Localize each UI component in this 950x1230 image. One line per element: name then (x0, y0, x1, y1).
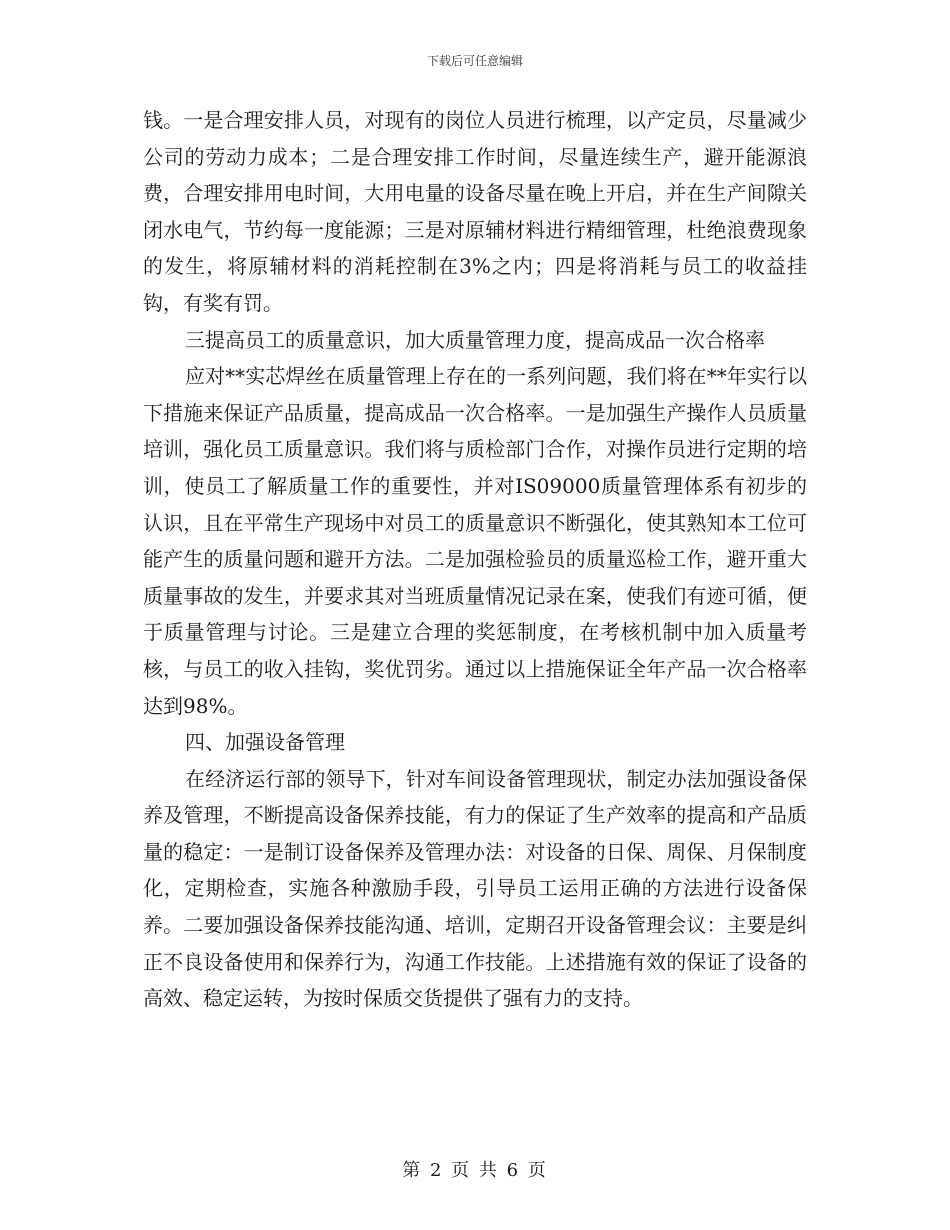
paragraph-cost-control: 钱。一是合理安排人员，对现有的岗位人员进行梳理，以产定员，尽量减少公司的劳动力成本；二是合理安排工作时间，尽量连续生产，避开能源浪费，合理安排用电时间，大用电量的设备尽量在晚上开启，并在生产间隙关闭水电气，节约每一度能源；三是对原辅材料进行精细管理，杜绝浪费现象的发生，将原辅材料的消耗控制在3%之内；四是将消耗与员工的收益挂钩，有奖有罚。 (143, 108, 807, 315)
paragraph-equipment-management: 在经济运行部的领导下，针对车间设备管理现状，制定办法加强设备保养及管理，不断提高设备保养技能，有力的保证了生产效率的提高和产品质量的稳定：一是制订设备保养及管理办法：对设备的日保、周保、月保制度化，定期检查，实施各种激励手段，引导员工运用正确的方法进行设备保养。二要加强设备保养技能沟通、培训，定期召开设备管理会议：主要是纠正不良设备使用和保养行为，沟通工作技能。上述措施有效的保证了设备的高效、稳定运转，为按时保质交货提供了强有力的支持。 (143, 766, 807, 1011)
page-number: 第 2 页 共 6 页 (402, 1160, 548, 1181)
section-heading-equipment: 四、加强设备管理 (185, 730, 345, 755)
paragraph-quality-measures: 应对**实芯焊丝在质量管理上存在的一系列问题，我们将在**年实行以下措施来保证产品质量，提高成品一次合格率。一是加强生产操作人员质量培训，强化员工质量意识。我们将与质检部门合作，对操作员进行定期的培训，使员工了解质量工作的重要性，并对IS09000质量管理体系有初步的认识，且在平常生产现场中对员工的质量意识不断强化，使其熟知本工位可能产生的质量问题和避开方法。二是加强检验员的质量巡检工作，避开重大质量事故的发生，并要求其对当班质量情况记录在案，使我们有迹可循，便于质量管理与讨论。三是建立合理的奖惩制度，在考核机制中加入质量考核，与员工的收入挂钩，奖优罚劣。通过以上措施保证全年产品一次合格率达到98%。 (143, 364, 807, 718)
document-body (143, 102, 807, 1017)
page-header-note: 下载后可任意编辑 (426, 54, 523, 68)
section-heading-quality: 三提高员工的质量意识，加大质量管理力度，提高成品一次合格率 (185, 327, 765, 352)
